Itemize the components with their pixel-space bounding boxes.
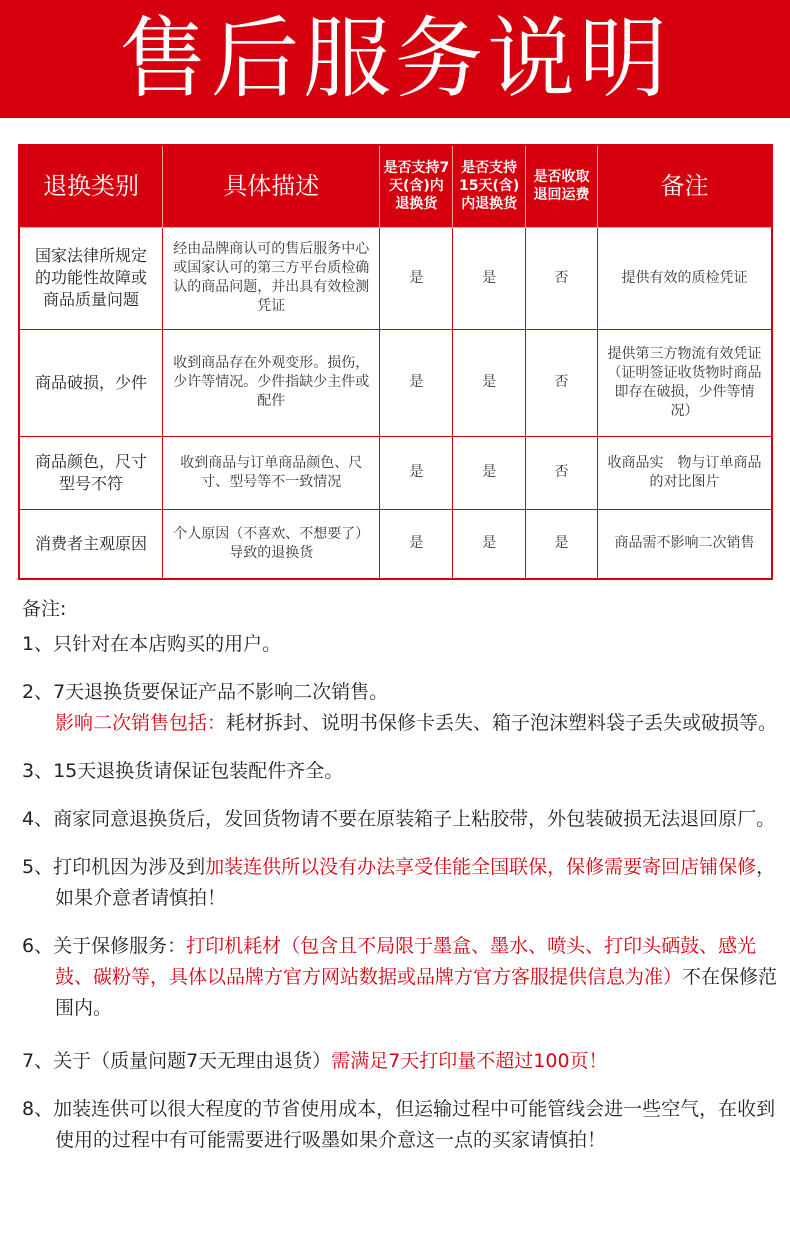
- header-15day: 是否支持15天(含)内退换货: [453, 145, 526, 227]
- table-row: [19, 227, 772, 329]
- cell-7day: 是: [380, 227, 453, 329]
- table-row: [19, 329, 772, 436]
- header-description: 具体描述: [163, 145, 380, 227]
- cell-description: 收到商品与订单商品颜色、尺寸、型号等不一致情况: [163, 436, 380, 509]
- cell-description: 收到商品存在外观变形。损伤，少许等情况。少件指缺少主件或配件: [163, 329, 380, 436]
- cell-15day: 是: [453, 227, 526, 329]
- cell-remark: 收商品实 物与订单商品的对比图片: [597, 436, 772, 509]
- notes-section: [22, 594, 782, 1173]
- note-2-highlight: 影响二次销售包括：: [55, 712, 227, 734]
- cell-return-fee: 否: [526, 227, 598, 329]
- notes-heading: 备注:: [22, 598, 67, 620]
- cell-category: 国家法律所规定的功能性故障或商品质量问题: [19, 227, 163, 329]
- table-row: [19, 436, 772, 509]
- cell-7day: 是: [380, 329, 453, 436]
- cell-remark: 商品需不影响二次销售: [597, 509, 772, 579]
- note-2-text: 2、7天退换货要保证产品不影响二次销售。: [22, 681, 389, 703]
- note-1: 1、只针对在本店购买的用户。: [22, 633, 282, 655]
- note-7-highlight: 需满足7天打印量不超过100页！: [331, 1050, 608, 1072]
- header-return-fee: 是否收取退回运费: [526, 145, 598, 227]
- note-5-a: 5、打印机因为涉及到: [22, 856, 206, 878]
- table-header-row: [19, 145, 772, 227]
- cell-return-fee: 否: [526, 329, 598, 436]
- cell-category: 商品破损，少件: [19, 329, 163, 436]
- note-3: 3、15天退换货请保证包装配件齐全。: [22, 760, 344, 782]
- note-5-b: ，如果介意者请慎拍！: [55, 856, 776, 909]
- page-title: 售后服务说明: [0, 0, 790, 118]
- note-6: [22, 931, 782, 1024]
- note-7: [22, 1046, 782, 1077]
- note-6-highlight: 打印机耗材（包含且不局限于墨盒、墨水、喷头、打印头硒鼓、感光鼓、碳粉等，具体以品牌方官方网站数据或品牌方官方客服提供信息为准）: [55, 935, 757, 988]
- cell-15day: 是: [453, 436, 526, 509]
- cell-category: 商品颜色，尺寸型号不符: [19, 436, 163, 509]
- table-row: [19, 509, 772, 579]
- return-policy-table: [18, 144, 773, 580]
- cell-7day: 是: [380, 509, 453, 579]
- note-2: [22, 677, 782, 739]
- note-5: [22, 852, 782, 914]
- header-category: 退换类别: [19, 145, 163, 227]
- note-5-highlight: 加装连供所以没有办法享受佳能全国联保，保修需要寄回店铺保修: [205, 856, 757, 878]
- note-2-rest: 耗材拆封、说明书保修卡丢失、箱子泡沫塑料袋子丢失或破损等。: [226, 712, 778, 734]
- note-8: 8、加装连供可以很大程度的节省使用成本，但运输过程中可能管线会进一些空气，在收到使用的过程中有可能需要进行吸墨如果介意这一点的买家请慎拍！: [22, 1098, 776, 1151]
- cell-description: 经由品牌商认可的售后服务中心或国家认可的第三方平台质检确认的商品问题，并出具有效检测凭证: [163, 227, 380, 329]
- cell-15day: 是: [453, 329, 526, 436]
- cell-remark: 提供第三方物流有效凭证（证明签证收货物时商品即存在破损，少件等情况）: [597, 329, 772, 436]
- cell-description: 个人原因（不喜欢、不想要了）导致的退换货: [163, 509, 380, 579]
- cell-remark: 提供有效的质检凭证: [597, 227, 772, 329]
- cell-return-fee: 是: [526, 509, 598, 579]
- cell-category: 消费者主观原因: [19, 509, 163, 579]
- note-6-a: 6、关于保修服务：: [22, 935, 187, 957]
- header-7day: 是否支持7天(含)内退换货: [380, 145, 453, 227]
- cell-return-fee: 否: [526, 436, 598, 509]
- cell-15day: 是: [453, 509, 526, 579]
- note-4: 4、商家同意退换货后，发回货物请不要在原装箱子上粘胶带，外包装破损无法退回原厂。: [22, 808, 776, 830]
- note-6-b: 不在保修范围内。: [55, 966, 778, 1019]
- note-7-a: 7、关于（质量问题7天无理由退货）: [22, 1050, 332, 1072]
- header-remark: 备注: [597, 145, 772, 227]
- cell-7day: 是: [380, 436, 453, 509]
